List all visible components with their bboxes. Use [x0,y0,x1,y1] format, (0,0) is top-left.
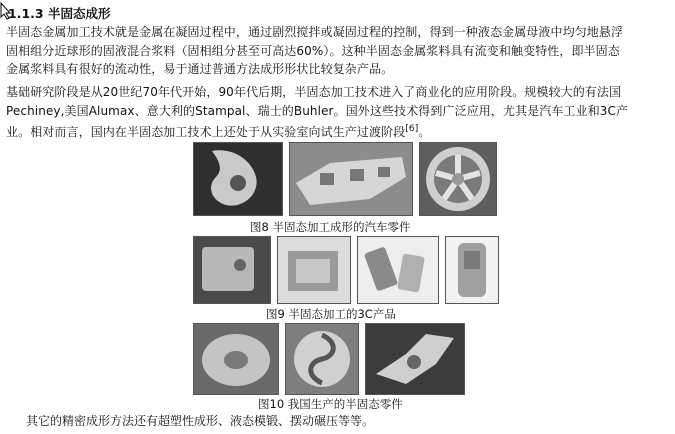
paragraph-line-text: 业。相对而言，国内在半固态加工技术上还处于从实验室向试生产过渡阶段 [6,125,406,139]
figure-8-caption: 图8 半固态加工成形的汽车零件 [250,220,411,234]
figure-9-photo-camera-frame [277,236,351,304]
figure-8-photo-engine-bracket [289,142,413,216]
figure-9-photo-phone-shell [445,236,499,304]
section-heading: 1.1.3 半固态成形 [8,6,111,21]
figure-8-photo-suspension-part [193,142,283,216]
paragraph-line [6,120,628,142]
figure-9-photo-device-casing [193,236,271,304]
paragraph-line: 固相组分近球形的固液混合浆料（固相组分甚至可高达60%）。这种半固态金属浆料具有流变和触变特性，即半固态 [6,43,620,58]
paragraph-line: 金属浆料具有很好的流动性，易于通过普通方法成形形状比较复杂产品。 [6,62,394,76]
paragraph-line: 基础研究阶段是从20世纪70年代开始，90年代后期，半固态加工技术进入了商业化的应用阶段。规模较大的有法国 [6,85,622,99]
citation-reference: [6] [405,124,419,134]
figure-10-images [193,323,465,395]
figure-10-photo-bracket-part [365,323,465,395]
figure-10-photo-disc-part [193,323,279,395]
figure-9-caption: 图9 半固态加工的3C产品 [266,307,396,321]
figure-8-photo-wheel-rim [419,142,497,216]
paragraph-line: 半固态金属加工技术就是金属在凝固过程中，通过剧烈搅拌或凝固过程的控制，得到一种液态金属母液中均匀地悬浮 [6,25,624,39]
closing-paragraph: 其它的精密成形方法还有超塑性成形、液态模锻、摆动碾压等等。 [26,414,375,428]
figure-9-photo-mobile-phones [357,236,439,304]
paragraph-line: Pechiney,美国Alumax、意大利的Stampal、瑞士的Buhler。国外这些技术得到广泛应用，尤其是汽车工业和3C产 [6,103,629,118]
paragraph-intro [6,23,623,79]
figure-10-caption: 图10 我国生产的半固态零件 [258,397,403,411]
figure-10-photo-swirl-part [285,323,359,395]
figure-9-images [193,236,499,304]
sentence-end: 。 [418,125,431,139]
figure-8-images [193,142,497,216]
paragraph-history [6,83,628,142]
